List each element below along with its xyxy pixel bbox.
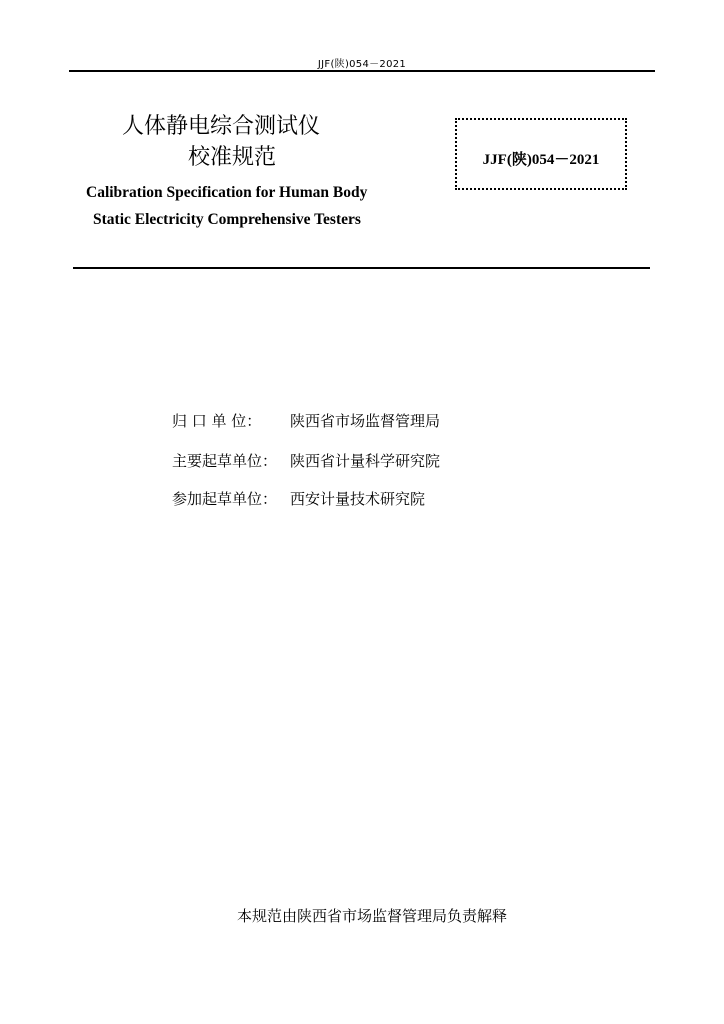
- header-rule: [69, 70, 655, 72]
- unit-value: 陕西省计量科学研究院: [290, 452, 441, 470]
- unit-row-main-drafter: [172, 450, 440, 471]
- unit-label: 主要起草单位：: [172, 452, 278, 470]
- unit-value: 陕西省市场监督管理局: [290, 412, 441, 430]
- unit-value: 西安计量技术研究院: [290, 490, 426, 508]
- interpretation-note: 本规范由陕西省市场监督管理局负责解释: [236, 907, 507, 925]
- unit-label: 参加起草单位：: [172, 490, 278, 508]
- unit-row-participating-drafter: [172, 488, 425, 509]
- title-divider: [73, 267, 650, 269]
- running-header: JJF(陕)054－2021: [317, 59, 407, 70]
- title-chinese-line2: 校准规范: [188, 145, 277, 170]
- title-english-line2: Static Electricity Comprehensive Testers: [93, 211, 361, 228]
- title-chinese-line1: 人体静电综合测试仪: [122, 114, 321, 139]
- unit-label: 归 口 单 位：: [172, 412, 262, 430]
- unit-row-responsible: [172, 410, 440, 431]
- specification-code: JJF(陕)054－2021: [482, 152, 600, 168]
- title-english-line1: Calibration Specification for Human Body: [86, 184, 368, 201]
